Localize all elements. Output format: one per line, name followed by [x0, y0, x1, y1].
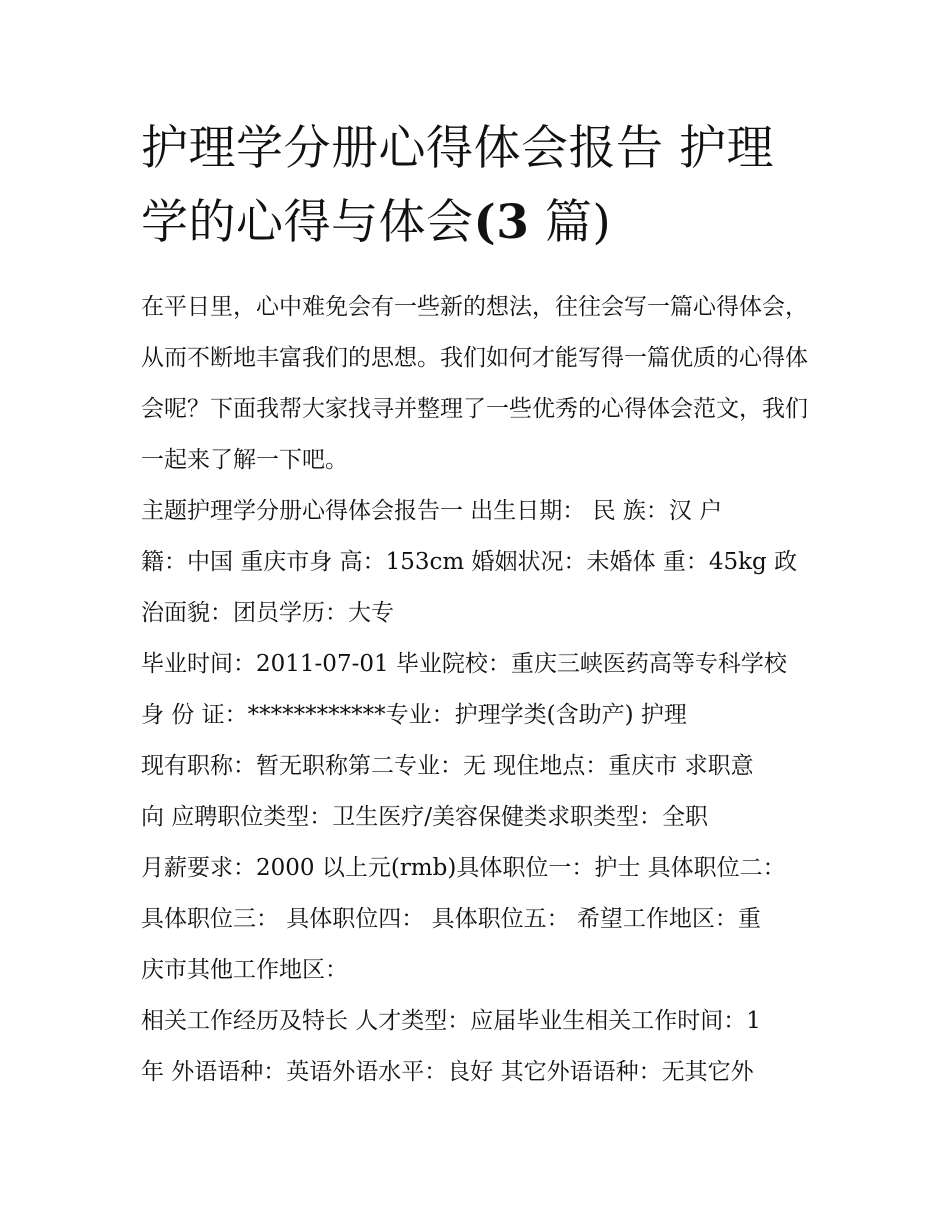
title-suffix: 篇)	[529, 195, 612, 250]
text-line: 庆市其他工作地区：	[141, 957, 348, 983]
text-line: 主题护理学分册心得体会报告一 出生日期： 民 族：汉 户	[141, 498, 723, 524]
text-line: 身 份 证：************专业：护理学类(含助产) 护理	[141, 702, 687, 728]
resume-block	[141, 486, 813, 1098]
text-line: 毕业时间：2011-07-01 毕业院校：重庆三峡医药高等专科学校	[141, 651, 787, 677]
title-count: (3	[473, 195, 530, 250]
text-line: 籍：中国 重庆市身 高：153cm 婚姻状况：未婚体 重：45kg 政	[141, 549, 798, 575]
text-line: 相关工作经历及特长 人才类型：应届毕业生相关工作时间：1	[141, 1008, 761, 1034]
title-text: 护理学分册心得体会报告 护理学的心得与体会	[141, 121, 774, 250]
text-line: 治面貌：团员学历：大专	[141, 600, 394, 626]
text-line: 向 应聘职位类型：卫生医疗/美容保健类求职类型：全职	[141, 804, 709, 830]
text-line: 现有职称：暂无职称第二专业：无 现住地点：重庆市 求职意	[141, 753, 754, 779]
document-page	[141, 112, 813, 1098]
document-title	[141, 112, 813, 260]
text-line: 年 外语语种：英语外语水平：良好 其它外语语种：无其它外	[141, 1059, 754, 1085]
text-line: 月薪要求：2000 以上元(rmb)具体职位一：护士 具体职位二：	[141, 855, 786, 881]
intro-paragraph: 在平日里，心中难免会有一些新的想法，往往会写一篇心得体会，从而不断地丰富我们的思想。我们如何才能写得一篇优质的心得体会呢？下面我帮大家找寻并整理了一些优秀的心得体会范文，我们一起来了解一下吧。	[141, 294, 808, 473]
text-line: 具体职位三： 具体职位四： 具体职位五： 希望工作地区：重	[141, 906, 761, 932]
